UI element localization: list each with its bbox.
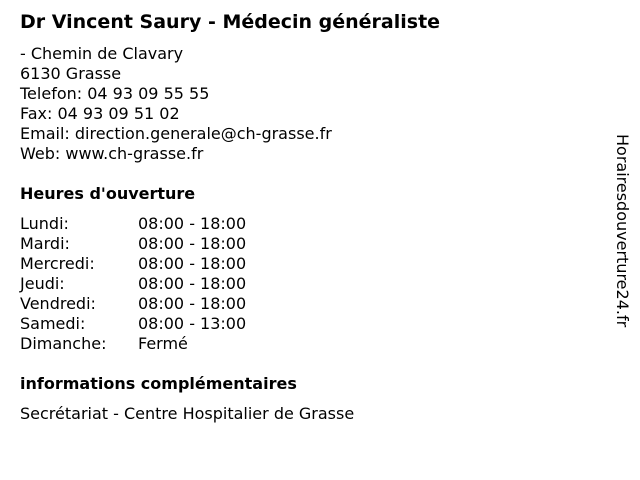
day-label: Dimanche: <box>20 334 107 353</box>
city-address: 6130 Grasse <box>20 64 122 83</box>
opening-hours-heading: Heures d'ouverture <box>20 184 196 203</box>
email-address: Email: direction.generale@ch-grasse.fr <box>20 124 332 143</box>
fax-number: Fax: 04 93 09 51 02 <box>20 104 180 123</box>
time-value: 08:00 - 18:00 <box>138 214 247 233</box>
phone-number: Telefon: 04 93 09 55 55 <box>20 84 210 103</box>
day-label: Samedi: <box>20 314 86 333</box>
page-title: Dr Vincent Saury - Médecin généraliste <box>20 11 441 33</box>
day-label: Mardi: <box>20 234 70 253</box>
watermark-container <box>613 134 631 370</box>
day-label: Mercredi: <box>20 254 95 273</box>
time-value: Fermé <box>138 334 188 353</box>
day-label: Vendredi: <box>20 294 96 313</box>
day-label: Jeudi: <box>20 274 65 293</box>
time-value: 08:00 - 18:00 <box>138 234 247 253</box>
time-value: 08:00 - 18:00 <box>138 254 247 273</box>
day-label: Lundi: <box>20 214 69 233</box>
time-value: 08:00 - 18:00 <box>138 294 247 313</box>
additional-info-text: Secrétariat - Centre Hospitalier de Grasse <box>20 404 355 423</box>
time-value: 08:00 - 13:00 <box>138 314 247 333</box>
additional-info-heading: informations complémentaires <box>20 374 297 393</box>
time-value: 08:00 - 18:00 <box>138 274 247 293</box>
website-address: Web: www.ch-grasse.fr <box>20 144 204 163</box>
contact-block <box>20 44 332 164</box>
site-watermark: Horairesdouverture24.fr <box>613 134 632 328</box>
street-address: - Chemin de Clavary <box>20 44 184 63</box>
